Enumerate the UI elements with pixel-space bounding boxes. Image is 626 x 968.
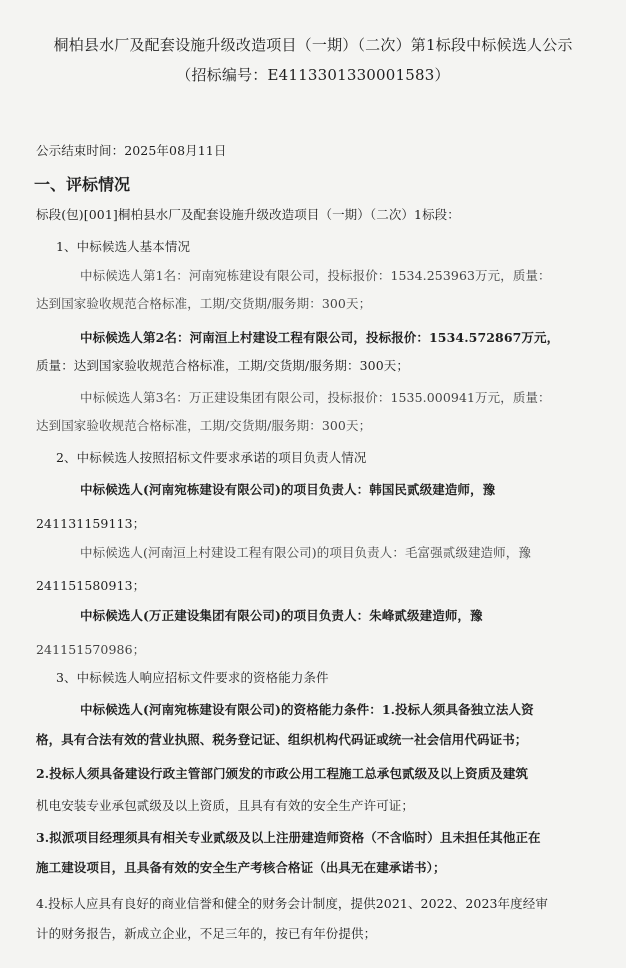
pm-1-line-1: 中标候选人(河南宛栋建设有限公司)的项目负责人：韩国民贰级建造师，豫	[80, 482, 496, 497]
qualification-line-8: 计的财务报告，新成立企业，不足三年的，按已有年份提供；	[36, 926, 377, 941]
pm-1-line-2: 241131159113；	[36, 516, 146, 531]
candidate-2-line-1: 中标候选人第2名：河南洹上村建设工程有限公司，投标报价：1534.572867万元，	[80, 330, 560, 345]
qualification-line-1: 中标候选人(河南宛栋建设有限公司)的资格能力条件：1.投标人须具备独立法人资	[80, 702, 534, 717]
pm-2-line-2: 241151580913；	[36, 578, 146, 593]
section-heading-evaluation: 一、评标情况	[34, 175, 131, 194]
subheading-project-managers: 2、中标候选人按照招标文件要求承诺的项目负责人情况	[56, 450, 367, 465]
candidate-3-line-1: 中标候选人第3名：万正建设集团有限公司，投标报价：1535.000941万元，质量：	[80, 390, 551, 405]
candidate-2-line-2: 质量：达到国家验收规范合格标准，工期/交货期/服务期：300天；	[36, 358, 409, 373]
candidate-1-line-2: 达到国家验收规范合格标准，工期/交货期/服务期：300天；	[36, 296, 372, 311]
qualification-line-3: 2.投标人须具备建设行政主管部门颁发的市政公用工程施工总承包贰级及以上资质及建筑	[36, 766, 529, 781]
qualification-line-5: 3.拟派项目经理须具有相关专业贰级及以上注册建造师资格（不含临时）且未担任其他正在	[36, 830, 541, 845]
subheading-qualifications: 3、中标候选人响应招标文件要求的资格能力条件	[56, 670, 329, 685]
lot-line: 标段(包)[001]桐柏县水厂及配套设施升级改造项目（一期）（二次）1标段：	[36, 207, 460, 222]
document-title: 桐柏县水厂及配套设施升级改造项目（一期）（二次）第1标段中标候选人公示	[53, 36, 573, 54]
qualification-line-4: 机电安装专业承包贰级及以上资质，且具有有效的安全生产许可证；	[36, 798, 415, 813]
publicity-end-time: 公示结束时间：2025年08月11日	[36, 143, 227, 158]
tender-number: （招标编号：E4113301330001583）	[176, 66, 450, 84]
candidate-1-line-1: 中标候选人第1名：河南宛栋建设有限公司，投标报价：1534.253963万元，质量：	[80, 268, 551, 283]
pm-2-line-1: 中标候选人(河南洹上村建设工程有限公司)的项目负责人：毛富强贰级建造师，豫	[80, 545, 531, 560]
subheading-candidates: 1、中标候选人基本情况	[56, 239, 191, 254]
pm-3-line-2: 241151570986；	[36, 642, 146, 657]
qualification-line-6: 施工建设项目，且具备有效的安全生产考核合格证（出具无在建承诺书）；	[36, 860, 446, 875]
pm-3-line-1: 中标候选人(万正建设集团有限公司)的项目负责人：朱峰贰级建造师，豫	[80, 608, 483, 623]
qualification-line-7: 4.投标人应具有良好的商业信誉和健全的财务会计制度，提供2021、2022、2023年度经审	[36, 896, 548, 911]
qualification-line-2: 格，具有合法有效的营业执照、税务登记证、组织机构代码证或统一社会信用代码证书；	[36, 732, 528, 747]
candidate-3-line-2: 达到国家验收规范合格标准，工期/交货期/服务期：300天；	[36, 418, 372, 433]
